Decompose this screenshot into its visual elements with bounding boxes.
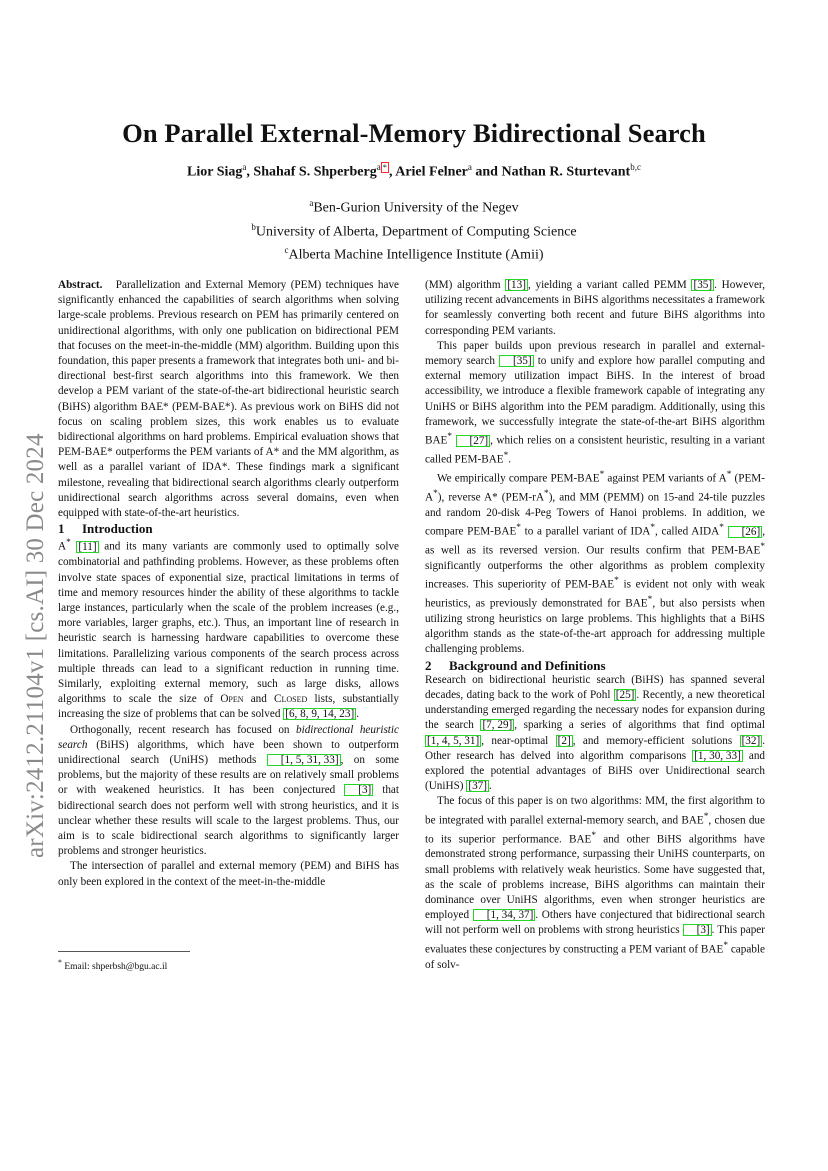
citation-link[interactable]: [27] <box>456 435 491 447</box>
right-column <box>425 278 765 973</box>
affiliation: $^b$University of Alberta, Department of Computing Science <box>251 221 577 240</box>
citation-link[interactable]: [7, 29] <box>482 719 513 732</box>
author-conjunction: and <box>475 164 498 180</box>
author-list: Lior Siag$^a$, Shahaf S. Shperberg$^a$ * , Ariel Felner$^a$ and Nathan R. Sturtevant$^{b,c}$ <box>187 162 641 180</box>
intro-paragraph-2: Orthogonally, recent research has focused on bidirectional heuristic search (BiHS) algorithms, which have been shown to outperform unidirectional search (UniHS) methods [1, 5, 31, 33] , on some problems, but the majority of these results are on relatively small problems or with weakened heuristics. It has been conjectured [3] that bidirectional search does not perform well with strong heuristics, and it is unclear whether these results will scale to the largest problems. Thus, our aim is to scale bidirectional search algorithms to significantly larger problems and stronger heuristics. <box>58 723 399 858</box>
affiliation: $^a$Ben-Gurion University of the Negev <box>309 198 519 216</box>
citation-link[interactable]: [3] <box>344 784 373 796</box>
abstract-label: Abstract. <box>58 279 103 291</box>
citation-link[interactable]: [3] <box>683 924 712 936</box>
affiliation: $^c$Alberta Machine Intelligence Institute (Amii) <box>284 245 544 263</box>
citation-link[interactable]: [1, 30, 33] <box>694 749 741 762</box>
intro-paragraph-3: The intersection of parallel and external memory (PEM) and BiHS has only been explored in the context of the meet-in-the-middle <box>58 860 399 888</box>
intro-paragraph-1: A* [11] and its many variants are commonly used to optimally solve combinatorial and pathfinding problems. However, as these problems often involve state spaces of exponential size, practical limitations in terms of time and memory resources hinder the ability of these algorithms to tackle large instances, particularly when the scale of the problem increases (e.g., more variables, larger graphs, etc.). Thus, an important line of research in heuristic search is harnessing hardware capabilities to overcome these limitations. Parallelizing various components of the search process across multiple threads can lead to a significant reduction in running time. Similarly, exploiting external memory, such as large disks, allows algorithms to scale the size of Open and Closed lists, substantially increasing the size of problems that can be solved [6, 8, 9, 14, 23] . <box>58 538 400 721</box>
section-heading-introduction: 1 Introduction <box>58 521 153 537</box>
section-heading-background: 2 Background and Definitions <box>425 657 606 673</box>
abstract-text: Parallelization and External Memory (PEM) techniques have significantly enhanced the capabilities of search algorithms when solving large-scale problems. Previous research on PEM has primarily centered on unidirectional algorithms, with only one publication on bidirectional PEM that focuses on the meet-in-the-middle (MM) algorithm. Building upon this foundation, this paper presents a framework that integrates both uni- and bi-directional best-first search algorithms into this framework. We then develop a PEM variant of the state-of-the-art bidirectional heuristic search (BiHS) algorithm BAE* (PEM-BAE*). As previous work on BiHS did not focus on scaling problem sizes, this work enables us to evaluate bidirectional algorithms on hard problems. Empirical evaluation shows that PEM-BAE* outperforms the PEM variants of A* and the MM algorithm, as well as a parallel variant of IDA*. These findings mark a significant milestone, revealing that bidirectional search algorithms clearly outperform unidirectional search algorithms across several domains, even when equipped with state-of-the-art heuristics. <box>58 279 400 520</box>
citation-link[interactable]: [37] <box>468 780 487 793</box>
arxiv-sidebar <box>22 433 62 898</box>
citation-link[interactable]: [1, 5, 31, 33] <box>267 754 341 766</box>
citation-link[interactable]: [11] <box>78 541 97 554</box>
author-name: Nathan R. Sturtevant <box>501 164 631 180</box>
citation-link[interactable]: [35] <box>693 279 713 291</box>
citation-link[interactable]: [13] <box>507 279 526 291</box>
intro-paragraph-5: We empirically compare PEM-BAE* against PEM variants of A* (PEM-A*), reverse A* (PEM-rA*), and MM (PEMM) on 15-and 24-tile puzzles and random 20-disk 4-Peg Towers of Hanoi problems. In addition, we compare PEM-BAE* to a parallel variant of IDA*, called AIDA* [26] , as well as its reversed version. Our results confirm that PEM-BAE* significantly outperforms the other algorithms as problem complexity increases. This superiority of PEM-BAE* is evident not only with weak heuristics, as previously demonstrated for BAE*, but also persists when utilizing strong heuristics on large problems. This highlights that a BiHS algorithm stands as the state-of-the-art approach for addressing multiple challenging problems. <box>425 469 765 656</box>
footnote-rule <box>58 951 190 952</box>
left-column <box>58 278 399 890</box>
footnote: * Email: shperbsh@bgu.ac.il <box>58 958 168 973</box>
citation-link[interactable]: [25] <box>615 688 635 701</box>
citation-link[interactable]: [6, 8, 9, 14, 23] <box>285 708 355 721</box>
abstract <box>58 278 399 521</box>
citation-link[interactable]: [1, 34, 37] <box>473 909 536 921</box>
citation-link[interactable]: [32] <box>741 734 761 747</box>
paper-title: On Parallel External-Memory Bidirectional Search <box>122 118 706 148</box>
background-paragraph-2: The focus of this paper is on two algorithms: MM, the first algorithm to be integrated with parallel external-memory search, and BAE*, chosen due to its superior performance. BAE* and other BiHS algorithms have demonstrated strong performance, surpassing their UniHS counterparts, on small problems with relatively weak heuristics. Some have suggested that, as the scale of problems increase, BiHS algorithms can maintain their dominance over UniHS algorithms, even when stronger heuristics are employed [1, 34, 37] . Others have conjectured that bidirectional search will not perform well on problems with strong heuristics [3] . This paper evaluates these conjectures by constructing a PEM variant of BAE* capable of solv- <box>425 795 765 971</box>
intro-paragraph-3-continued: (MM) algorithm [13] , yielding a variant called PEMM [35] . However, utilizing recent advancements in BiHS algorithms necessitates a framework for seamlessly converting both recent and future BiHS algorithms into corresponding PEM variants. <box>425 279 765 337</box>
citation-link[interactable]: [26] <box>728 526 763 538</box>
intro-paragraph-4: This paper builds upon previous research in parallel and external-memory search [35] to unify and explore how parallel computing and external memory utilization impact BiHS. In the interest of broad accessibility, we introduce a flexible framework capable of integrating any UniHS or BiHS algorithm into the PEM paradigm. Additionally, using this framework, we successfully integrate the state-of-the-art BiHS algorithm BAE* [27] , which relies on a consistent heuristic, resulting in a variant called PEM-BAE*. <box>425 339 766 466</box>
citation-link[interactable]: [1, 4, 5, 31] <box>427 734 480 747</box>
citation-link[interactable]: [2] <box>557 734 571 747</box>
arxiv-identifier: arXiv:2412.21104v1 [cs.AI] 30 Dec 2024 <box>22 433 49 858</box>
affiliation-list <box>0 194 828 265</box>
citation-link[interactable]: [35] <box>499 355 534 367</box>
author-name: Lior Siag <box>187 164 243 180</box>
footnote-link[interactable]: * <box>382 162 387 172</box>
author-name: Ariel Felner <box>395 164 468 180</box>
author-name: Shahaf S. Shperberg <box>253 164 377 180</box>
background-paragraph-1: Research on bidirectional heuristic search (BiHS) has spanned several decades, dating back to the work of Pohl [25] . Recently, a new theoretical understanding emerged regarding the necessary nodes for expansion during the search [7, 29] , sparking a series of algorithms that find optimal [1, 4, 5, 31] , near-optimal [2] , and memory-efficient solutions [32] . Other research has delved into algorithm comparisons [1, 30, 33] and explored the potential advantages of BiHS over Unidirectional search (UniHS) [37] . <box>425 673 766 793</box>
